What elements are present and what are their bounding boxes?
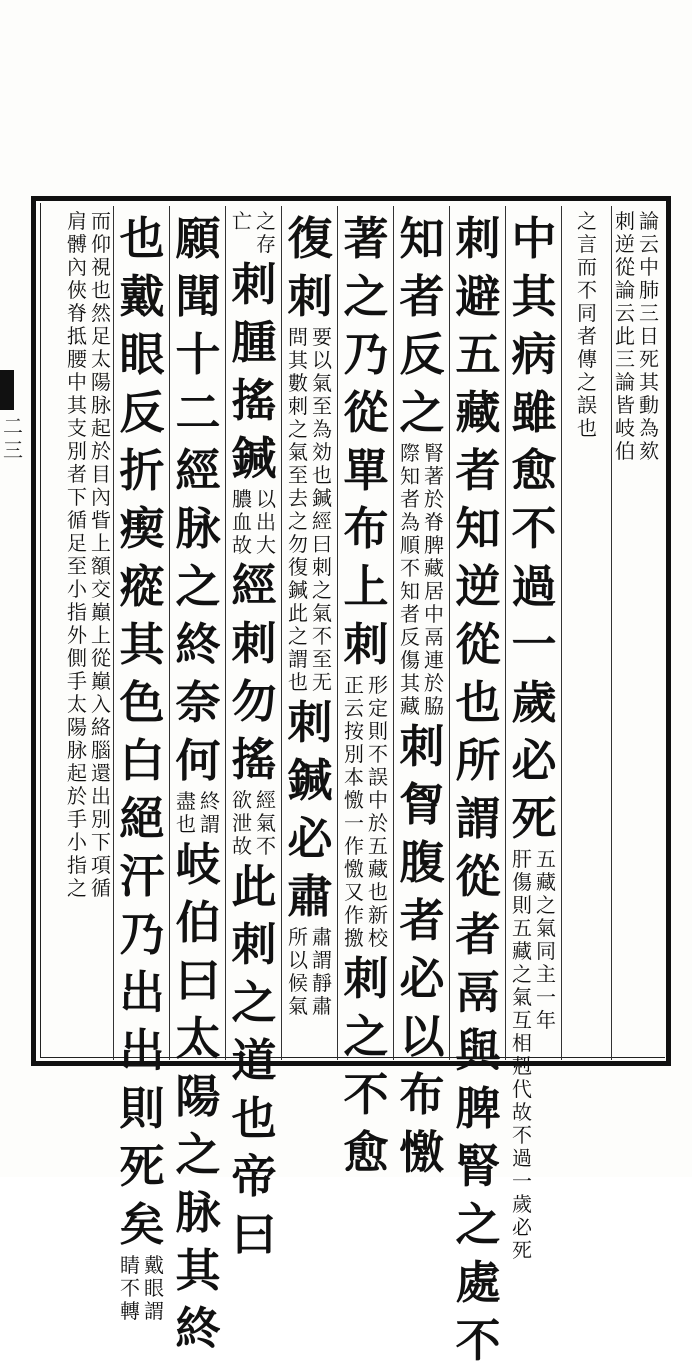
fishtail-marker (0, 370, 14, 410)
gloss-line: 形定則不誤中於五藏也新校 (368, 673, 388, 950)
main-text: 刺避五藏者知逆從也所謂從者鬲與脾腎之處不 (455, 212, 501, 1367)
text-column (394, 210, 450, 1179)
text-column (282, 210, 338, 1060)
gloss-line: 問其數刺之氣至去之勿復鍼此之謂也 (288, 325, 308, 694)
gloss-line: 之言而不同者傳之誤也 (577, 209, 597, 440)
main-text: 著之乃從單布上刺 (343, 212, 389, 671)
main-text: 岐伯曰太陽之脉其終 (175, 838, 221, 1355)
commentary-gloss (511, 848, 557, 1262)
main-text: 此刺之道也帝曰 (231, 860, 277, 1261)
commentary-gloss (576, 210, 598, 440)
gloss-line: 正云按別本憿一作憿又作撽 (344, 673, 364, 950)
gloss-line: 盡也 (176, 789, 196, 836)
text-column (506, 210, 562, 1262)
gloss-line: 肩髆內俠脊抵腰中其支別者下循足至小指外側手太陽脉起於手小指之 (67, 209, 87, 900)
gloss-line: 五藏之氣同主一年 (536, 847, 556, 1032)
gloss-line: 經氣不 (256, 788, 276, 858)
main-text: 中其病雖愈不過一歲必死 (511, 212, 557, 845)
text-column (612, 210, 662, 1060)
text-column (338, 210, 394, 1179)
commentary-gloss (343, 674, 389, 950)
gloss-line: 而仰視也然足太陽脉起於目內眥上額交巔上從巔入絡腦還出別下項循 (91, 209, 111, 900)
main-text: 復刺 (287, 212, 333, 323)
commentary-gloss (287, 326, 333, 694)
margin-page-label: 二三 (3, 414, 23, 462)
gloss-line: 論云中肺三日死其動為欬 (639, 209, 659, 463)
text-column (226, 209, 282, 1261)
main-text: 經刺勿搖 (231, 559, 277, 786)
main-text: 願聞十二經脉之終奈何 (175, 212, 221, 787)
main-text: 知者反之 (399, 212, 445, 439)
text-column (450, 210, 506, 1367)
commentary-gloss (287, 926, 333, 1018)
main-text: 刺鍼必肅 (287, 696, 333, 923)
gloss-line: 以出大 (256, 487, 276, 557)
gloss-line: 肝傷則五藏之氣互相剋代故不過一歲必死 (512, 847, 532, 1262)
commentary-gloss (119, 1254, 165, 1323)
gloss-line: 所以候氣 (288, 925, 308, 1018)
commentary-gloss (231, 488, 277, 557)
main-text: 刺腫搖鍼 (231, 258, 277, 485)
main-text: 刺之不愈 (343, 952, 389, 1179)
gloss-line: 亡 (232, 209, 252, 233)
main-text: 刺胷腹者必以布憿 (399, 720, 445, 1179)
gloss-line: 終謂 (200, 789, 220, 836)
gloss-line: 睛不轉 (120, 1253, 140, 1323)
gloss-line: 膿血故 (232, 487, 252, 557)
commentary-gloss (231, 210, 277, 256)
commentary-gloss (231, 789, 277, 858)
gloss-line: 際知者為順不知者反傷其藏 (400, 441, 420, 718)
gloss-line: 要以氣至為効也鍼經曰刺之氣不至无 (312, 325, 332, 694)
gloss-line: 刺逆從論云此三論皆岐伯 (615, 209, 635, 463)
commentary-gloss (66, 210, 112, 900)
commentary-gloss (614, 210, 660, 463)
gloss-line: 肅謂靜肅 (312, 925, 332, 1018)
commentary-gloss (399, 442, 445, 718)
gloss-line: 腎著於脊脾藏居中鬲連於脇 (424, 441, 444, 718)
text-column (114, 210, 170, 1323)
text-column (64, 210, 114, 1060)
main-text: 也戴眼反折瘈瘲其色白絕汗乃出出則死矣 (119, 212, 165, 1251)
commentary-gloss (175, 790, 221, 836)
text-column (562, 210, 612, 1060)
text-column (170, 210, 226, 1355)
gloss-line: 欲泄故 (232, 788, 252, 858)
gloss-line: 戴眼謂 (144, 1253, 164, 1323)
gloss-line: 之存 (256, 209, 276, 256)
